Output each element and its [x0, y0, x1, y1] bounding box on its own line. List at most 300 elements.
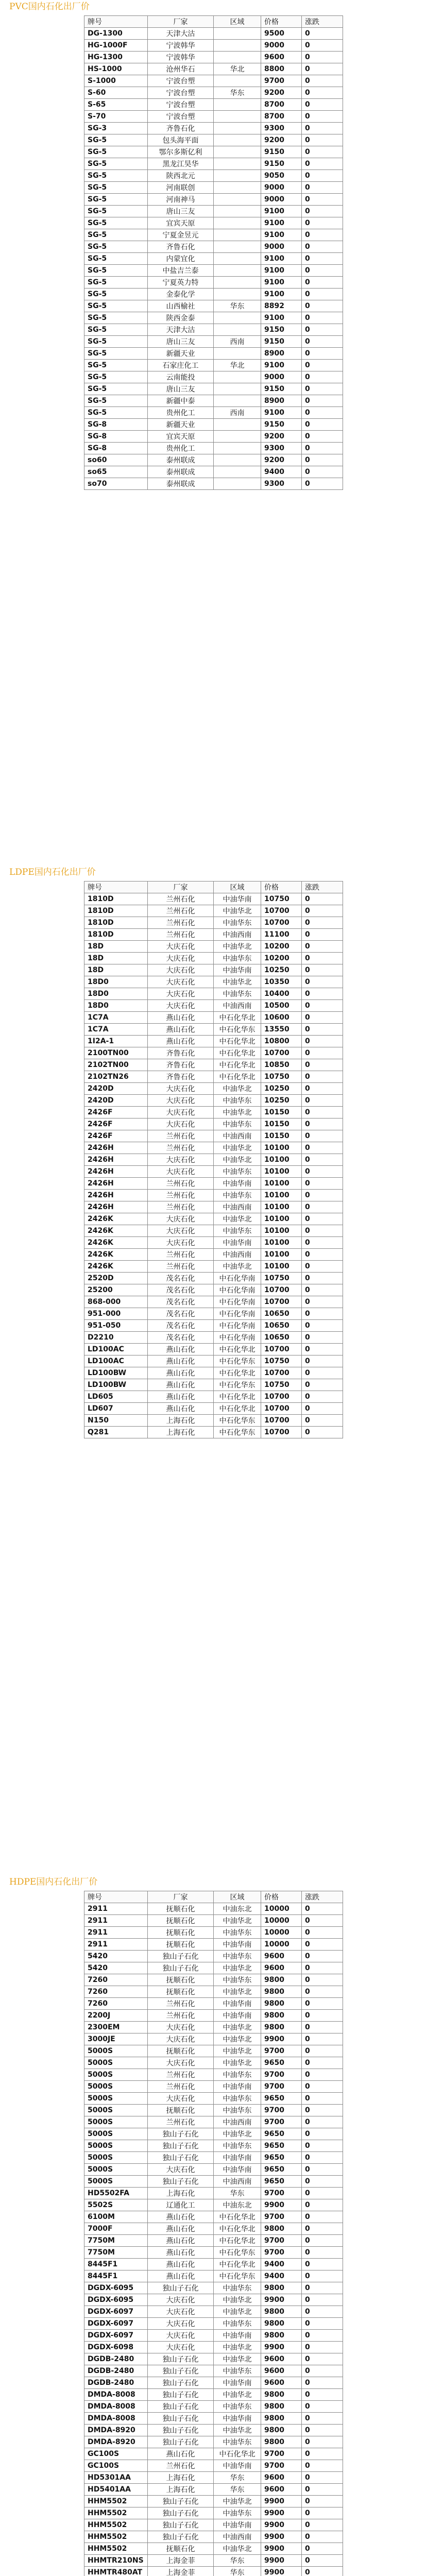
cell-plant: 宁夏英力特 — [148, 277, 214, 289]
cell-plant: 兰州石化 — [148, 905, 214, 917]
cell-change: 0 — [302, 2010, 343, 2022]
cell-grade: 8445F1 — [84, 2270, 148, 2282]
table-row — [84, 2081, 343, 2093]
cell-region: 华东 — [214, 2484, 261, 2496]
table-row — [84, 2010, 343, 2022]
cell-grade: D2210 — [84, 1332, 148, 1344]
cell-grade: SG-5 — [84, 348, 148, 360]
cell-price: 10650 — [261, 1320, 302, 1332]
cell-change: 0 — [302, 2306, 343, 2318]
cell-price: 10100 — [261, 1166, 302, 1178]
cell-grade: SG-5 — [84, 134, 148, 146]
cell-plant: 贵州化工 — [148, 443, 214, 454]
cell-change: 0 — [302, 1367, 343, 1379]
cell-price: 10000 — [261, 1939, 302, 1951]
cell-grade: 2426K — [84, 1237, 148, 1249]
cell-price: 9800 — [261, 2306, 302, 2318]
cell-grade: N150 — [84, 1415, 148, 1427]
cell-change: 0 — [302, 134, 343, 146]
table-row — [84, 1332, 343, 1344]
cell-price: 9650 — [261, 2128, 302, 2140]
cell-price: 9800 — [261, 2436, 302, 2448]
cell-grade: 2102TN00 — [84, 1059, 148, 1071]
cell-region — [214, 182, 261, 194]
cell-price: 9700 — [261, 2247, 302, 2259]
cell-plant: 燕山石化 — [148, 1012, 214, 1024]
table-row — [84, 1154, 343, 1166]
cell-plant: 独山子石化 — [148, 2413, 214, 2425]
cell-price: 10250 — [261, 1095, 302, 1107]
cell-grade: SG-5 — [84, 277, 148, 289]
cell-grade: LD100BW — [84, 1379, 148, 1391]
cell-price: 9800 — [261, 2413, 302, 2425]
cell-grade: 1810D — [84, 905, 148, 917]
cell-grade: SG-5 — [84, 146, 148, 158]
cell-price: 8900 — [261, 348, 302, 360]
table-row — [84, 1296, 343, 1308]
cell-change: 0 — [302, 277, 343, 289]
cell-grade: SG-5 — [84, 395, 148, 407]
cell-change: 0 — [302, 2389, 343, 2401]
cell-plant: 泰州联成 — [148, 478, 214, 490]
cell-region: 中油华南 — [214, 2152, 261, 2164]
cell-region: 中油华北 — [214, 1142, 261, 1154]
cell-price: 10100 — [261, 1213, 302, 1225]
cell-grade: 951-050 — [84, 1320, 148, 1332]
cell-change: 0 — [302, 1024, 343, 1036]
cell-plant: 上海金菲 — [148, 2555, 214, 2567]
cell-price: 10100 — [261, 1237, 302, 1249]
cell-change: 0 — [302, 253, 343, 265]
cell-plant: 兰州石化 — [148, 893, 214, 905]
table-header-row — [84, 16, 343, 28]
cell-region: 中石化华北 — [214, 1344, 261, 1355]
cell-plant: 大庆石化 — [148, 2342, 214, 2353]
cell-grade: SG-5 — [84, 217, 148, 229]
cell-region: 华东 — [214, 2555, 261, 2567]
table-row — [84, 2282, 343, 2294]
table-row — [84, 1166, 343, 1178]
table-row — [84, 371, 343, 383]
cell-change: 0 — [302, 52, 343, 63]
cell-region — [214, 312, 261, 324]
cell-region — [214, 395, 261, 407]
cell-change: 0 — [302, 1403, 343, 1415]
cell-region — [214, 241, 261, 253]
cell-price: 9600 — [261, 1951, 302, 1962]
cell-change: 0 — [302, 1308, 343, 1320]
table-row — [84, 988, 343, 1000]
cell-plant: 大庆石化 — [148, 941, 214, 953]
table-row — [84, 1225, 343, 1237]
cell-plant: 独山子石化 — [148, 2531, 214, 2543]
cell-change: 0 — [302, 2484, 343, 2496]
cell-grade: SG-5 — [84, 407, 148, 419]
cell-price: 9000 — [261, 182, 302, 194]
cell-change: 0 — [302, 63, 343, 75]
table-row — [84, 289, 343, 300]
cell-price: 9800 — [261, 1998, 302, 2010]
cell-region: 中石化华北 — [214, 1012, 261, 1024]
cell-grade: Q281 — [84, 1427, 148, 1438]
cell-change: 0 — [302, 1903, 343, 1915]
table-row — [84, 2045, 343, 2057]
table-row — [84, 1927, 343, 1939]
cell-region: 中油华北 — [214, 2294, 261, 2306]
cell-plant: 兰州石化 — [148, 2460, 214, 2472]
cell-region: 中油华南 — [214, 1998, 261, 2010]
cell-region: 中石化华北 — [214, 1403, 261, 1415]
cell-plant: 大庆石化 — [148, 1107, 214, 1118]
cell-price: 10100 — [261, 1201, 302, 1213]
cell-plant: 兰州石化 — [148, 1261, 214, 1273]
cell-region — [214, 229, 261, 241]
cell-change: 0 — [302, 158, 343, 170]
cell-price: 9900 — [261, 2543, 302, 2555]
table-row — [84, 1367, 343, 1379]
table-row — [84, 63, 343, 75]
table-row — [84, 241, 343, 253]
table-row — [84, 2140, 343, 2152]
cell-grade: 1810D — [84, 929, 148, 941]
cell-change: 0 — [302, 2294, 343, 2306]
table-row — [84, 1249, 343, 1261]
cell-change: 0 — [302, 265, 343, 277]
cell-region: 中石化华南 — [214, 1332, 261, 1344]
cell-price: 9600 — [261, 2365, 302, 2377]
cell-grade: 18D0 — [84, 988, 148, 1000]
cell-region: 中油华北 — [214, 1107, 261, 1118]
cell-change: 0 — [302, 360, 343, 371]
cell-grade: HD5401AA — [84, 2484, 148, 2496]
cell-region: 中石化华东 — [214, 2247, 261, 2259]
table-row — [84, 1118, 343, 1130]
table-row — [84, 1142, 343, 1154]
table-row — [84, 2116, 343, 2128]
table-row — [84, 1237, 343, 1249]
cell-change: 0 — [302, 2259, 343, 2270]
cell-price: 9150 — [261, 336, 302, 348]
cell-grade: SG-5 — [84, 194, 148, 206]
table-row — [84, 1036, 343, 1047]
cell-region: 西南 — [214, 336, 261, 348]
table-row — [84, 1261, 343, 1273]
cell-price: 9800 — [261, 2223, 302, 2235]
cell-plant: 包头海平面 — [148, 134, 214, 146]
cell-price: 9300 — [261, 478, 302, 490]
cell-region: 中油华北 — [214, 2033, 261, 2045]
cell-change: 0 — [302, 99, 343, 111]
table-row — [84, 2164, 343, 2176]
cell-grade: S-65 — [84, 99, 148, 111]
cell-change: 0 — [302, 443, 343, 454]
cell-plant: 齐鲁石化 — [148, 1059, 214, 1071]
cell-grade: 1C7A — [84, 1012, 148, 1024]
cell-grade: 5000S — [84, 2057, 148, 2069]
cell-region: 中石化华北 — [214, 1367, 261, 1379]
cell-plant: 宜宾天原 — [148, 217, 214, 229]
cell-price: 9800 — [261, 1986, 302, 1998]
table-row — [84, 300, 343, 312]
cell-plant: 沧州华石 — [148, 63, 214, 75]
cell-plant: 燕山石化 — [148, 1379, 214, 1391]
cell-plant: 大庆石化 — [148, 1083, 214, 1095]
cell-change: 0 — [302, 2247, 343, 2259]
cell-grade: HG-1300 — [84, 52, 148, 63]
cell-price: 10700 — [261, 917, 302, 929]
cell-grade: SG-5 — [84, 289, 148, 300]
cell-region: 中石化华北 — [214, 1047, 261, 1059]
cell-region — [214, 75, 261, 87]
cell-grade: 2426H — [84, 1201, 148, 1213]
cell-price: 10200 — [261, 941, 302, 953]
cell-region — [214, 431, 261, 443]
cell-change: 0 — [302, 2401, 343, 2413]
cell-price: 10750 — [261, 1355, 302, 1367]
cell-grade: 868-000 — [84, 1296, 148, 1308]
cell-plant: 上海石化 — [148, 1415, 214, 1427]
cell-region — [214, 289, 261, 300]
cell-region: 中油华东 — [214, 988, 261, 1000]
cell-grade: HHM5502 — [84, 2496, 148, 2507]
cell-plant: 上海石化 — [148, 1427, 214, 1438]
cell-plant: 大庆石化 — [148, 1154, 214, 1166]
cell-plant: 大庆石化 — [148, 1000, 214, 1012]
cell-region: 中油华北 — [214, 2022, 261, 2033]
table-row — [84, 2211, 343, 2223]
cell-change: 0 — [302, 1225, 343, 1237]
table-row — [84, 1379, 343, 1391]
cell-grade: 1810D — [84, 917, 148, 929]
table-row — [84, 929, 343, 941]
cell-change: 0 — [302, 2342, 343, 2353]
cell-plant: 大庆石化 — [148, 1095, 214, 1107]
cell-plant: 燕山石化 — [148, 1036, 214, 1047]
table-row — [84, 1355, 343, 1367]
cell-grade: SG-5 — [84, 312, 148, 324]
cell-plant: 宁波韩华 — [148, 52, 214, 63]
cell-grade: S-70 — [84, 111, 148, 123]
cell-grade: DGDB-2480 — [84, 2377, 148, 2389]
cell-region: 中油华北 — [214, 1261, 261, 1273]
cell-price: 9000 — [261, 194, 302, 206]
table-row — [84, 419, 343, 431]
cell-grade: LD100AC — [84, 1344, 148, 1355]
cell-plant: 陕西北元 — [148, 170, 214, 182]
cell-grade: LD607 — [84, 1403, 148, 1415]
cell-grade: SG-8 — [84, 431, 148, 443]
cell-change: 0 — [302, 917, 343, 929]
cell-grade: 2426F — [84, 1130, 148, 1142]
cell-grade: 5000S — [84, 2093, 148, 2105]
cell-change: 0 — [302, 1107, 343, 1118]
cell-plant: 齐鲁石化 — [148, 241, 214, 253]
cell-change: 0 — [302, 1237, 343, 1249]
cell-price: 8892 — [261, 300, 302, 312]
cell-region: 中油华北 — [214, 1083, 261, 1095]
cell-region: 中石化华北 — [214, 1391, 261, 1403]
cell-change: 0 — [302, 2199, 343, 2211]
cell-change: 0 — [302, 988, 343, 1000]
cell-grade: SG-5 — [84, 324, 148, 336]
header-plant: 厂家 — [148, 16, 214, 28]
cell-price: 10700 — [261, 1427, 302, 1438]
cell-plant: 黑龙江昊华 — [148, 158, 214, 170]
cell-region: 中油华北 — [214, 2128, 261, 2140]
cell-plant: 大庆石化 — [148, 964, 214, 976]
table-row — [84, 941, 343, 953]
cell-region: 中油华东 — [214, 2069, 261, 2081]
cell-change: 0 — [302, 2436, 343, 2448]
table-row — [84, 2330, 343, 2342]
table-row — [84, 2484, 343, 2496]
cell-change: 0 — [302, 953, 343, 964]
cell-region: 中油东北 — [214, 1903, 261, 1915]
cell-region: 中油华东 — [214, 2507, 261, 2519]
cell-price: 9900 — [261, 2033, 302, 2045]
cell-price: 10700 — [261, 1296, 302, 1308]
cell-price: 9100 — [261, 206, 302, 217]
cell-region: 中石化华东 — [214, 1355, 261, 1367]
cell-region: 中油华南 — [214, 893, 261, 905]
cell-price: 11100 — [261, 929, 302, 941]
table-row — [84, 1201, 343, 1213]
cell-region — [214, 277, 261, 289]
cell-plant: 天津大沽 — [148, 324, 214, 336]
cell-grade: HHM5502 — [84, 2519, 148, 2531]
cell-region — [214, 324, 261, 336]
table-row — [84, 1915, 343, 1927]
header-change: 涨跌 — [302, 1891, 343, 1903]
cell-price: 10750 — [261, 1071, 302, 1083]
cell-change: 0 — [302, 383, 343, 395]
cell-plant: 大庆石化 — [148, 1213, 214, 1225]
cell-price: 8700 — [261, 111, 302, 123]
cell-plant: 燕山石化 — [148, 2235, 214, 2247]
cell-plant: 茂名石化 — [148, 1296, 214, 1308]
table-row — [84, 2472, 343, 2484]
cell-change: 0 — [302, 2353, 343, 2365]
cell-change: 0 — [302, 2033, 343, 2045]
cell-plant: 兰州石化 — [148, 1998, 214, 2010]
cell-grade: 2300EM — [84, 2022, 148, 2033]
cell-plant: 燕山石化 — [148, 1024, 214, 1036]
cell-change: 0 — [302, 2330, 343, 2342]
cell-region: 中油华南 — [214, 2460, 261, 2472]
cell-grade: S-1000 — [84, 75, 148, 87]
cell-change: 0 — [302, 1083, 343, 1095]
cell-change: 0 — [302, 1059, 343, 1071]
cell-plant: 抚顺石化 — [148, 1927, 214, 1939]
cell-plant: 内蒙宜化 — [148, 253, 214, 265]
table-row — [84, 52, 343, 63]
table-row — [84, 2128, 343, 2140]
cell-region: 中油华东 — [214, 2140, 261, 2152]
table-row — [84, 1951, 343, 1962]
cell-price: 10100 — [261, 1249, 302, 1261]
price-table — [84, 881, 343, 1438]
table-row — [84, 454, 343, 466]
cell-grade: 5000S — [84, 2140, 148, 2152]
cell-grade: 18D0 — [84, 1000, 148, 1012]
cell-grade: 2426H — [84, 1190, 148, 1201]
cell-region: 中油华东 — [214, 917, 261, 929]
cell-region: 中油华南 — [214, 1178, 261, 1190]
cell-grade: 5502S — [84, 2199, 148, 2211]
cell-price: 10500 — [261, 1000, 302, 1012]
table-row — [84, 28, 343, 40]
cell-price: 9500 — [261, 28, 302, 40]
cell-region: 中油华北 — [214, 2306, 261, 2318]
table-row — [84, 1308, 343, 1320]
table-row — [84, 1190, 343, 1201]
table-row — [84, 1095, 343, 1107]
cell-change: 0 — [302, 146, 343, 158]
cell-region: 中油华北 — [214, 2045, 261, 2057]
cell-region: 中石化华北 — [214, 2448, 261, 2460]
cell-plant: 兰州石化 — [148, 2116, 214, 2128]
cell-price: 10150 — [261, 1118, 302, 1130]
cell-region: 中油华北 — [214, 2057, 261, 2069]
cell-change: 0 — [302, 371, 343, 383]
cell-change: 0 — [302, 2555, 343, 2567]
table-row — [84, 2235, 343, 2247]
cell-plant: 大庆石化 — [148, 2022, 214, 2033]
table-row — [84, 2543, 343, 2555]
cell-plant: 兰州石化 — [148, 1130, 214, 1142]
cell-change: 0 — [302, 1296, 343, 1308]
table-row — [84, 1962, 343, 1974]
table-row — [84, 407, 343, 419]
cell-region: 中油华南 — [214, 2377, 261, 2389]
cell-price: 9200 — [261, 134, 302, 146]
cell-change: 0 — [302, 229, 343, 241]
cell-region — [214, 52, 261, 63]
cell-change: 0 — [302, 2045, 343, 2057]
cell-price: 10700 — [261, 1403, 302, 1415]
table-row — [84, 1391, 343, 1403]
cell-region — [214, 206, 261, 217]
cell-plant: 大庆石化 — [148, 976, 214, 988]
cell-price: 9900 — [261, 2555, 302, 2567]
cell-plant: 大庆石化 — [148, 2318, 214, 2330]
cell-region — [214, 443, 261, 454]
cell-change: 0 — [302, 324, 343, 336]
cell-region: 华东 — [214, 2188, 261, 2199]
header-plant: 厂家 — [148, 882, 214, 893]
cell-region: 华北 — [214, 360, 261, 371]
table-row — [84, 2318, 343, 2330]
cell-change: 0 — [302, 1284, 343, 1296]
cell-price: 9300 — [261, 443, 302, 454]
cell-plant: 齐鲁石化 — [148, 1047, 214, 1059]
cell-price: 13550 — [261, 1024, 302, 1036]
cell-region: 中油华东 — [214, 2365, 261, 2377]
cell-change: 0 — [302, 2472, 343, 2484]
cell-plant: 兰州石化 — [148, 917, 214, 929]
cell-plant: 燕山石化 — [148, 1391, 214, 1403]
cell-grade: so70 — [84, 478, 148, 490]
cell-grade: 5420 — [84, 1951, 148, 1962]
cell-grade: 951-000 — [84, 1308, 148, 1320]
cell-plant: 唐山三友 — [148, 206, 214, 217]
table-row — [84, 2365, 343, 2377]
cell-plant: 独山子石化 — [148, 2365, 214, 2377]
cell-price: 9700 — [261, 2116, 302, 2128]
cell-change: 0 — [302, 2081, 343, 2093]
cell-plant: 大庆石化 — [148, 2057, 214, 2069]
cell-change: 0 — [302, 336, 343, 348]
